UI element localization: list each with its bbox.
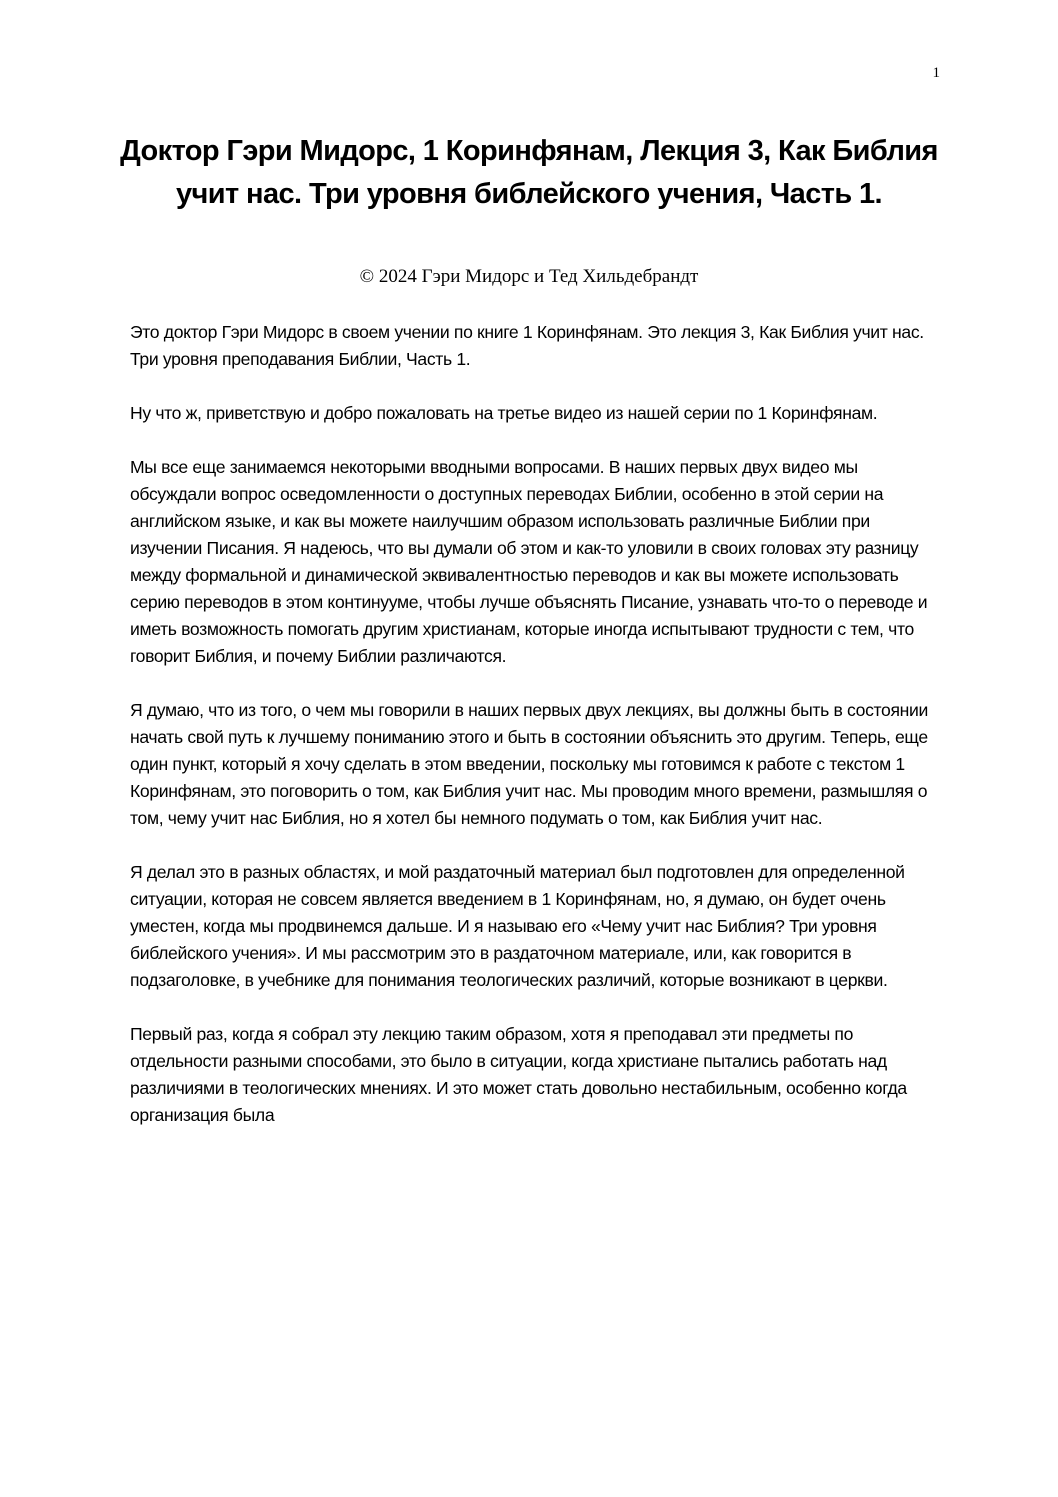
- page-number: 1: [932, 65, 940, 81]
- paragraph-welcome: Ну что ж, приветствую и добро пожаловать на третье видео из нашей серии по 1 Коринфянам.: [130, 403, 878, 423]
- document-title: Доктор Гэри Мидорс, 1 Коринфянам, Лекция 3, Как Библия учит нас. Три уровня библейского учения, Часть 1.: [120, 135, 938, 210]
- paragraph-how-bible-teaches: Я думаю, что из того, о чем мы говорили в наших первых двух лекциях, вы должны быть в состоянии начать свой путь к лучшему пониманию этого и быть в состоянии объяснить это другим. Теперь, еще один пункт, который я хочу сделать в этом введении, поскольку мы готовимся к работе с текстом 1 Коринфянам, это поговорить о том, как Библия учит нас. Мы проводим много времени, размышляя о том, чему учит нас Библия, но я хотел бы немного подумать о том, как Библия учит нас.: [130, 700, 928, 828]
- paragraph-intro: Это доктор Гэри Мидорс в своем учении по книге 1 Коринфянам. Это лекция 3, Как Библия учит нас. Три уровня преподавания Библии, Часть 1.: [130, 322, 924, 369]
- copyright-line: © 2024 Гэри Мидорс и Тед Хильдебрандт: [359, 266, 699, 287]
- paragraph-handout: Я делал это в разных областях, и мой раздаточный материал был подготовлен для определенной ситуации, которая не совсем является введением в 1 Коринфянам, но, я думаю, он будет очень уместен, когда мы продвинемся дальше. И я называю его «Чему учит нас Библия? Три уровня библейского учения». И мы рассмотрим это в раздаточном материале, или, как говорится в подзаголовке, в учебнике для понимания теологических различий, которые возникают в церкви.: [130, 862, 905, 990]
- document-body: [130, 319, 940, 1156]
- paragraph-first-time: Первый раз, когда я собрал эту лекцию таким образом, хотя я преподавал эти предметы по отдельности разными способами, это было в ситуации, когда христиане пытались работать над различиями в теологических мнениях. И это может стать довольно нестабильным, особенно когда организация была: [130, 1024, 907, 1125]
- paragraph-translations: Мы все еще занимаемся некоторыми вводными вопросами. В наших первых двух видео мы обсуждали вопрос осведомленности о доступных переводах Библии, особенно в этой серии на английском языке, и как вы можете наилучшим образом использовать различные Библии при изучении Писания. Я надеюсь, что вы думали об этом и как-то уловили в своих головах эту разницу между формальной и динамической эквивалентностью переводов и как вы можете использовать серию переводов в этом континууме, чтобы лучше объяснять Писание, узнавать что-то о переводе и иметь возможность помогать другим христианам, которые иногда испытывают трудности с тем, что говорит Библия, и почему Библии различаются.: [130, 457, 928, 666]
